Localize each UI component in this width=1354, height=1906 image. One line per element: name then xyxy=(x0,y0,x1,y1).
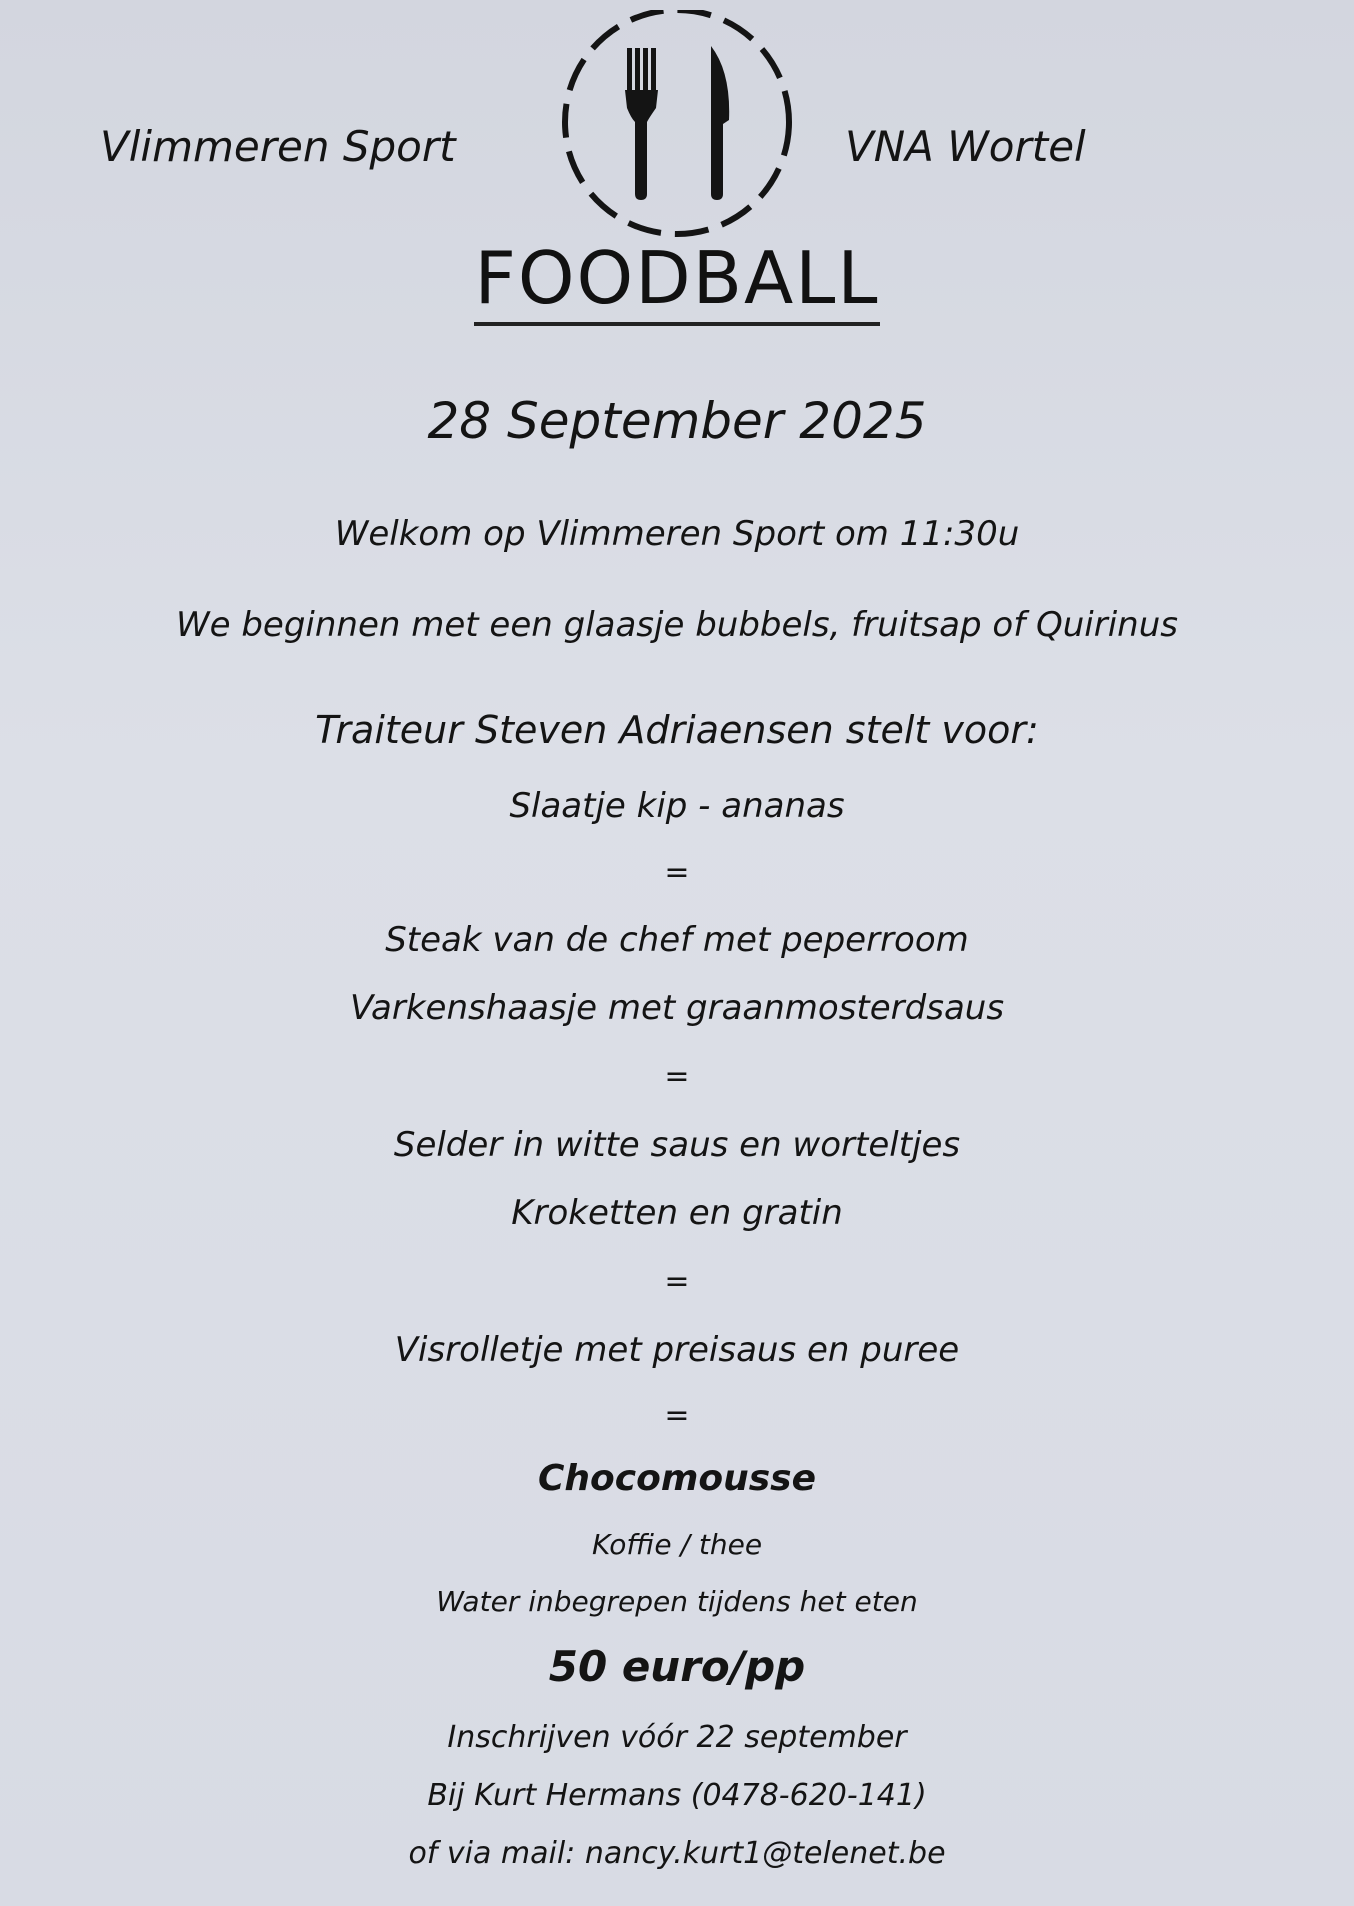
menu-starter: Slaatje kip - ananas xyxy=(509,786,845,826)
menu-side-1: Selder in witte saus en worteltjes xyxy=(393,1125,961,1165)
menu-main-2: Varkenshaasje met graanmosterdsaus xyxy=(349,988,1005,1028)
menu-main-1: Steak van de chef met peperroom xyxy=(385,920,969,960)
contact-phone: Bij Kurt Hermans (0478-620-141) xyxy=(427,1778,927,1813)
menu-intro: Traiteur Steven Adriaensen stelt voor: xyxy=(315,708,1039,752)
menu-separator: = xyxy=(664,1264,690,1299)
welcome-text: Welkom op Vlimmeren Sport om 11:30u xyxy=(334,514,1020,554)
menu-side-2: Kroketten en gratin xyxy=(511,1193,843,1233)
aperitif-text: We beginnen met een glaasje bubbels, fruitsap of Quirinus xyxy=(176,605,1178,645)
event-date: 28 September 2025 xyxy=(427,392,927,450)
menu-fish: Visrolletje met preisaus en puree xyxy=(394,1330,960,1370)
price: 50 euro/pp xyxy=(548,1642,806,1691)
menu-separator: = xyxy=(664,855,690,890)
left-club-name: Vlimmeren Sport xyxy=(100,122,456,171)
menu-separator: = xyxy=(664,1398,690,1433)
menu-water: Water inbegrepen tijdens het eten xyxy=(436,1585,918,1618)
title-text: FOODBALL xyxy=(474,236,879,326)
menu-dessert: Chocomousse xyxy=(538,1458,816,1499)
menu-coffee: Koffie / thee xyxy=(591,1528,763,1561)
menu-separator: = xyxy=(664,1059,690,1094)
page-title xyxy=(0,236,1354,320)
fork-knife-plate-icon xyxy=(553,10,801,240)
contact-mail: of via mail: nancy.kurt1@telenet.be xyxy=(408,1836,946,1871)
registration-deadline: Inschrijven vóór 22 september xyxy=(447,1720,907,1755)
right-club-name: VNA Wortel xyxy=(845,122,1086,171)
